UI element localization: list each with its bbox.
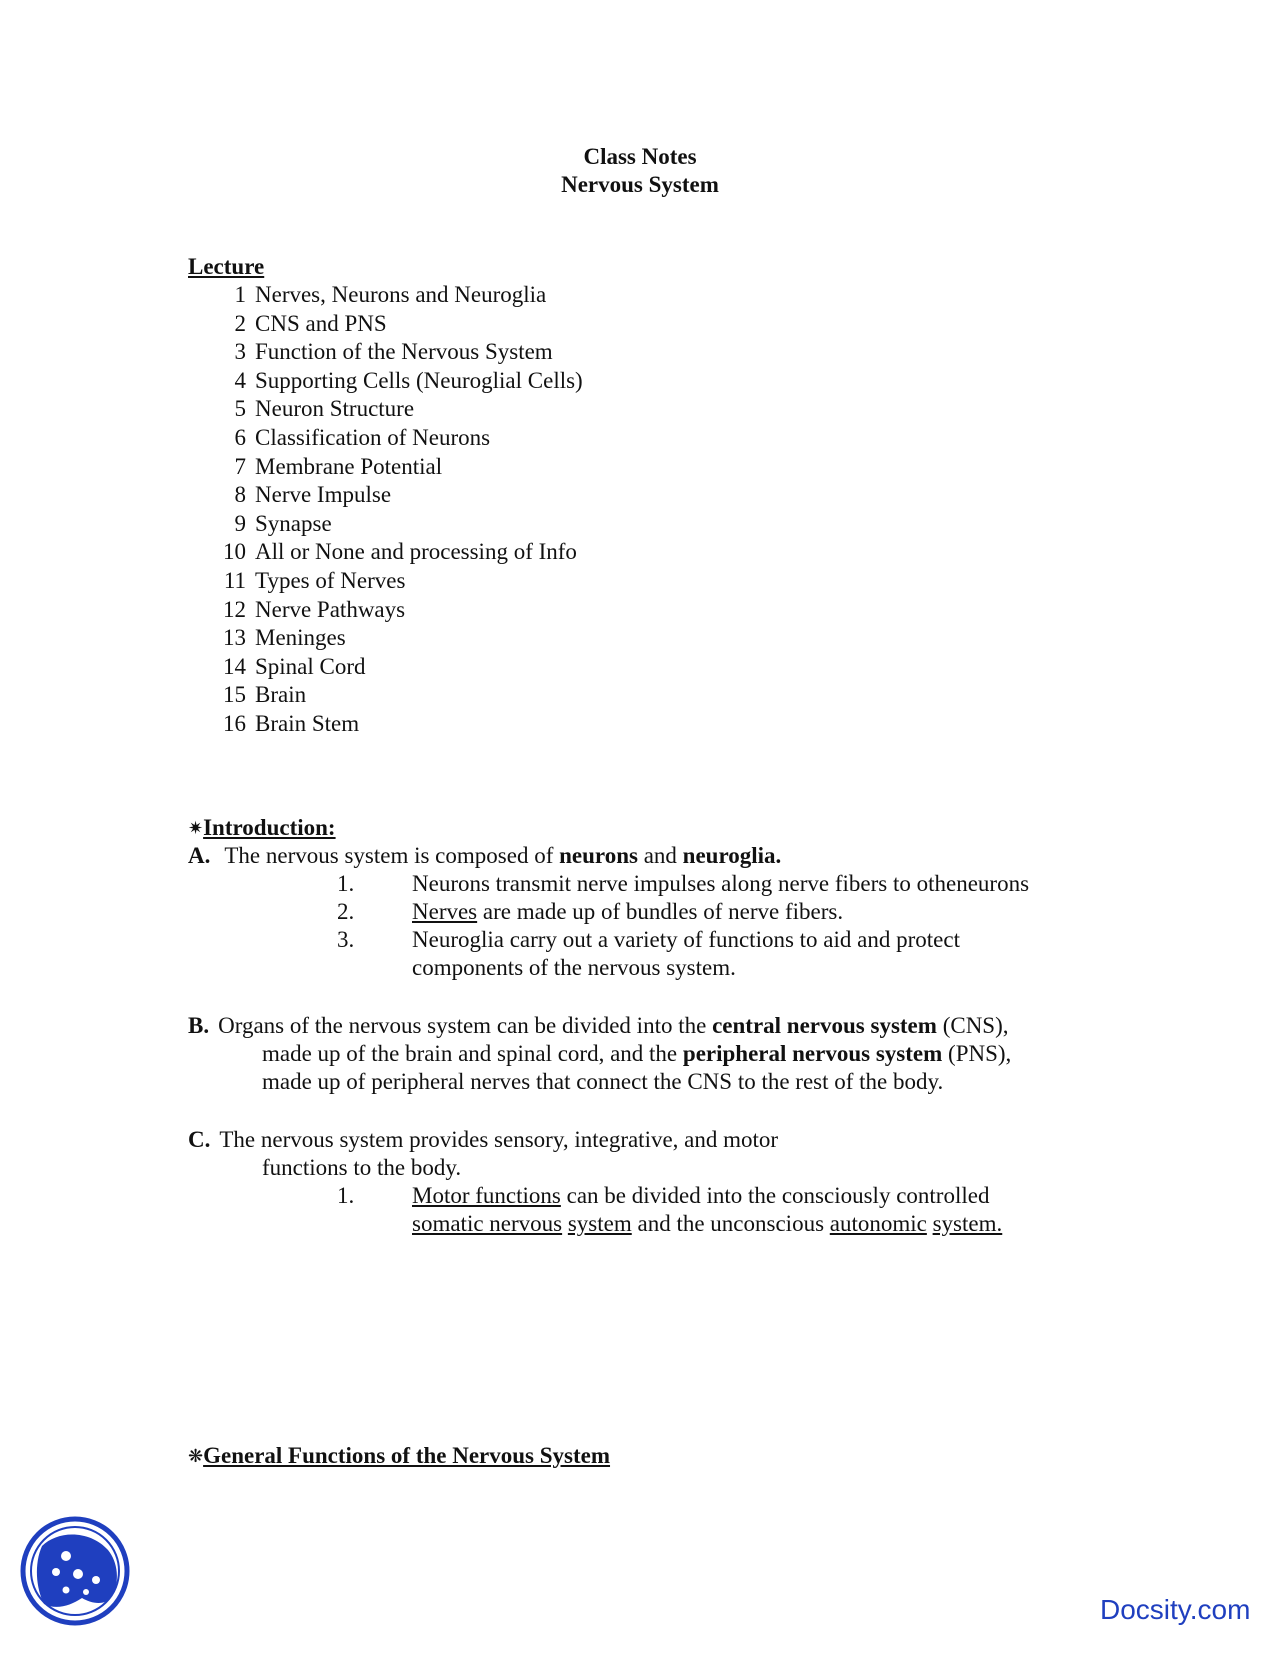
lecture-item	[218, 538, 818, 566]
intro-b-line2-a: made up of the brain and spinal cord, and the	[262, 1041, 683, 1066]
lecture-item-number: 9	[234, 511, 246, 536]
lecture-item-label: Classification of Neurons	[255, 425, 491, 450]
system-term-2: system.	[932, 1211, 1003, 1236]
lecture-item-label: Brain Stem	[255, 711, 360, 736]
lecture-item-label: Nerve Impulse	[255, 482, 392, 507]
motor-functions-term: Motor functions	[412, 1183, 561, 1208]
lecture-item	[218, 310, 818, 338]
page-title: Class Notes	[583, 144, 697, 169]
lecture-item-number: 8	[234, 482, 246, 507]
lecture-item-label: Nerves, Neurons and Neuroglia	[255, 282, 547, 307]
lecture-item	[218, 424, 818, 452]
intro-a-item-1-text: Neurons transmit nerve impulses along nerve fibers to otheneurons	[412, 871, 1030, 896]
intro-a-marker: A.	[188, 843, 211, 868]
intro-b-line-3: made up of peripheral nerves that connect the CNS to the rest of the body.	[262, 1069, 944, 1094]
lecture-item-label: Brain	[255, 682, 307, 707]
lecture-item-number: 7	[234, 454, 246, 479]
intro-b-text-2: (CNS),	[936, 1013, 1009, 1038]
lecture-item	[218, 624, 818, 652]
lecture-item-label: Synapse	[255, 511, 332, 536]
lecture-item	[218, 567, 818, 595]
intro-c-item-1-text-1: can be divided into the consciously controlled	[560, 1183, 990, 1208]
intro-b-bold-pns: peripheral nervous system	[682, 1041, 943, 1066]
intro-a-item-2-rest: are made up of bundles of nerve fibers.	[477, 899, 844, 924]
intro-b-line-1	[188, 1012, 1009, 1040]
lecture-item	[218, 596, 818, 624]
intro-c-line-2: functions to the body.	[262, 1155, 462, 1180]
docsity-logo-icon	[20, 1516, 130, 1626]
docsity-brand-text[interactable]: Docsity.com	[1100, 1594, 1251, 1625]
intro-b-text-1: Organs of the nervous system can be divided into the	[218, 1013, 713, 1038]
lecture-item-label: All or None and processing of Info	[255, 539, 577, 564]
lecture-item	[218, 453, 818, 481]
lecture-item-number: 11	[223, 568, 246, 593]
intro-c-text-1: The nervous system provides sensory, integrative, and motor	[219, 1127, 779, 1152]
intro-a-line	[188, 842, 781, 870]
intro-a-item-1-num: 1.	[337, 871, 355, 896]
intro-a-item-3-line2: components of the nervous system.	[412, 955, 736, 980]
lecture-item-number: 1	[234, 282, 246, 307]
lecture-item-number: 13	[223, 625, 246, 650]
lecture-item	[218, 510, 818, 538]
intro-b-bold-cns: central nervous system	[712, 1013, 937, 1038]
lecture-item-number: 6	[234, 425, 246, 450]
lecture-item-label: Function of the Nervous System	[255, 339, 553, 364]
asterisk-star-icon: ✷	[188, 818, 204, 839]
intro-c-item-1-num: 1.	[337, 1183, 355, 1208]
intro-c-item-1-text-3: and the unconscious	[631, 1211, 830, 1236]
intro-b-line-2	[262, 1040, 1011, 1068]
lecture-item-number: 16	[223, 711, 246, 736]
general-functions-heading-row	[188, 1442, 610, 1471]
intro-a-item-3-line1: Neuroglia carry out a variety of functions to aid and protect	[412, 927, 960, 952]
lecture-item-label: Nerve Pathways	[255, 597, 406, 622]
lecture-item-label: Supporting Cells (Neuroglial Cells)	[255, 368, 583, 393]
intro-a-item-2-underlined: Nerves	[412, 899, 478, 924]
system-term-1: system	[567, 1211, 632, 1236]
lecture-item-number: 12	[223, 597, 246, 622]
intro-a-item-3-num: 3.	[337, 927, 355, 952]
lecture-heading: Lecture	[188, 254, 265, 279]
lecture-item-number: 10	[223, 539, 246, 564]
lecture-item-number: 15	[223, 682, 246, 707]
intro-c-item-1-line2	[412, 1210, 1002, 1238]
general-functions-heading: General Functions of the Nervous System	[203, 1443, 611, 1468]
lecture-item-number: 14	[223, 654, 246, 679]
asterisk-star-icon: ❋	[188, 1446, 204, 1467]
introduction-heading-row	[188, 814, 336, 843]
intro-c-line-1	[188, 1126, 778, 1154]
introduction-heading: Introduction:	[203, 815, 336, 840]
lecture-item-label: Membrane Potential	[255, 454, 443, 479]
somatic-nervous-term: somatic nervous	[412, 1211, 563, 1236]
lecture-item-label: CNS and PNS	[255, 311, 387, 336]
intro-b-marker: B.	[188, 1013, 210, 1038]
intro-c-marker: C.	[188, 1127, 211, 1152]
lecture-item	[218, 281, 818, 309]
intro-a-item-2-num: 2.	[337, 899, 355, 924]
lecture-item-number: 5	[234, 396, 246, 421]
intro-b-line2-b: (PNS),	[942, 1041, 1012, 1066]
lecture-item	[218, 681, 818, 709]
lecture-item	[218, 338, 818, 366]
lecture-item	[218, 653, 818, 681]
lecture-item	[218, 481, 818, 509]
lecture-item-number: 2	[234, 311, 246, 336]
page-subtitle: Nervous System	[561, 172, 719, 197]
intro-a-item-2-line	[412, 898, 843, 926]
intro-a-text-1: The nervous system is composed of	[224, 843, 560, 868]
lecture-item-label: Types of Nerves	[255, 568, 406, 593]
intro-c-item-1-line1	[412, 1182, 989, 1210]
intro-a-bold-neurons: neurons	[559, 843, 638, 868]
lecture-item	[218, 710, 818, 738]
lecture-item	[218, 367, 818, 395]
lecture-item-number: 4	[234, 368, 246, 393]
autonomic-term: autonomic	[829, 1211, 927, 1236]
lecture-item-number: 3	[234, 339, 246, 364]
lecture-item-label: Meninges	[255, 625, 346, 650]
lecture-item-label: Neuron Structure	[255, 396, 415, 421]
lecture-item	[218, 395, 818, 423]
lecture-item-label: Spinal Cord	[255, 654, 366, 679]
intro-a-text-2: and	[637, 843, 683, 868]
intro-a-bold-neuroglia: neuroglia.	[682, 843, 782, 868]
